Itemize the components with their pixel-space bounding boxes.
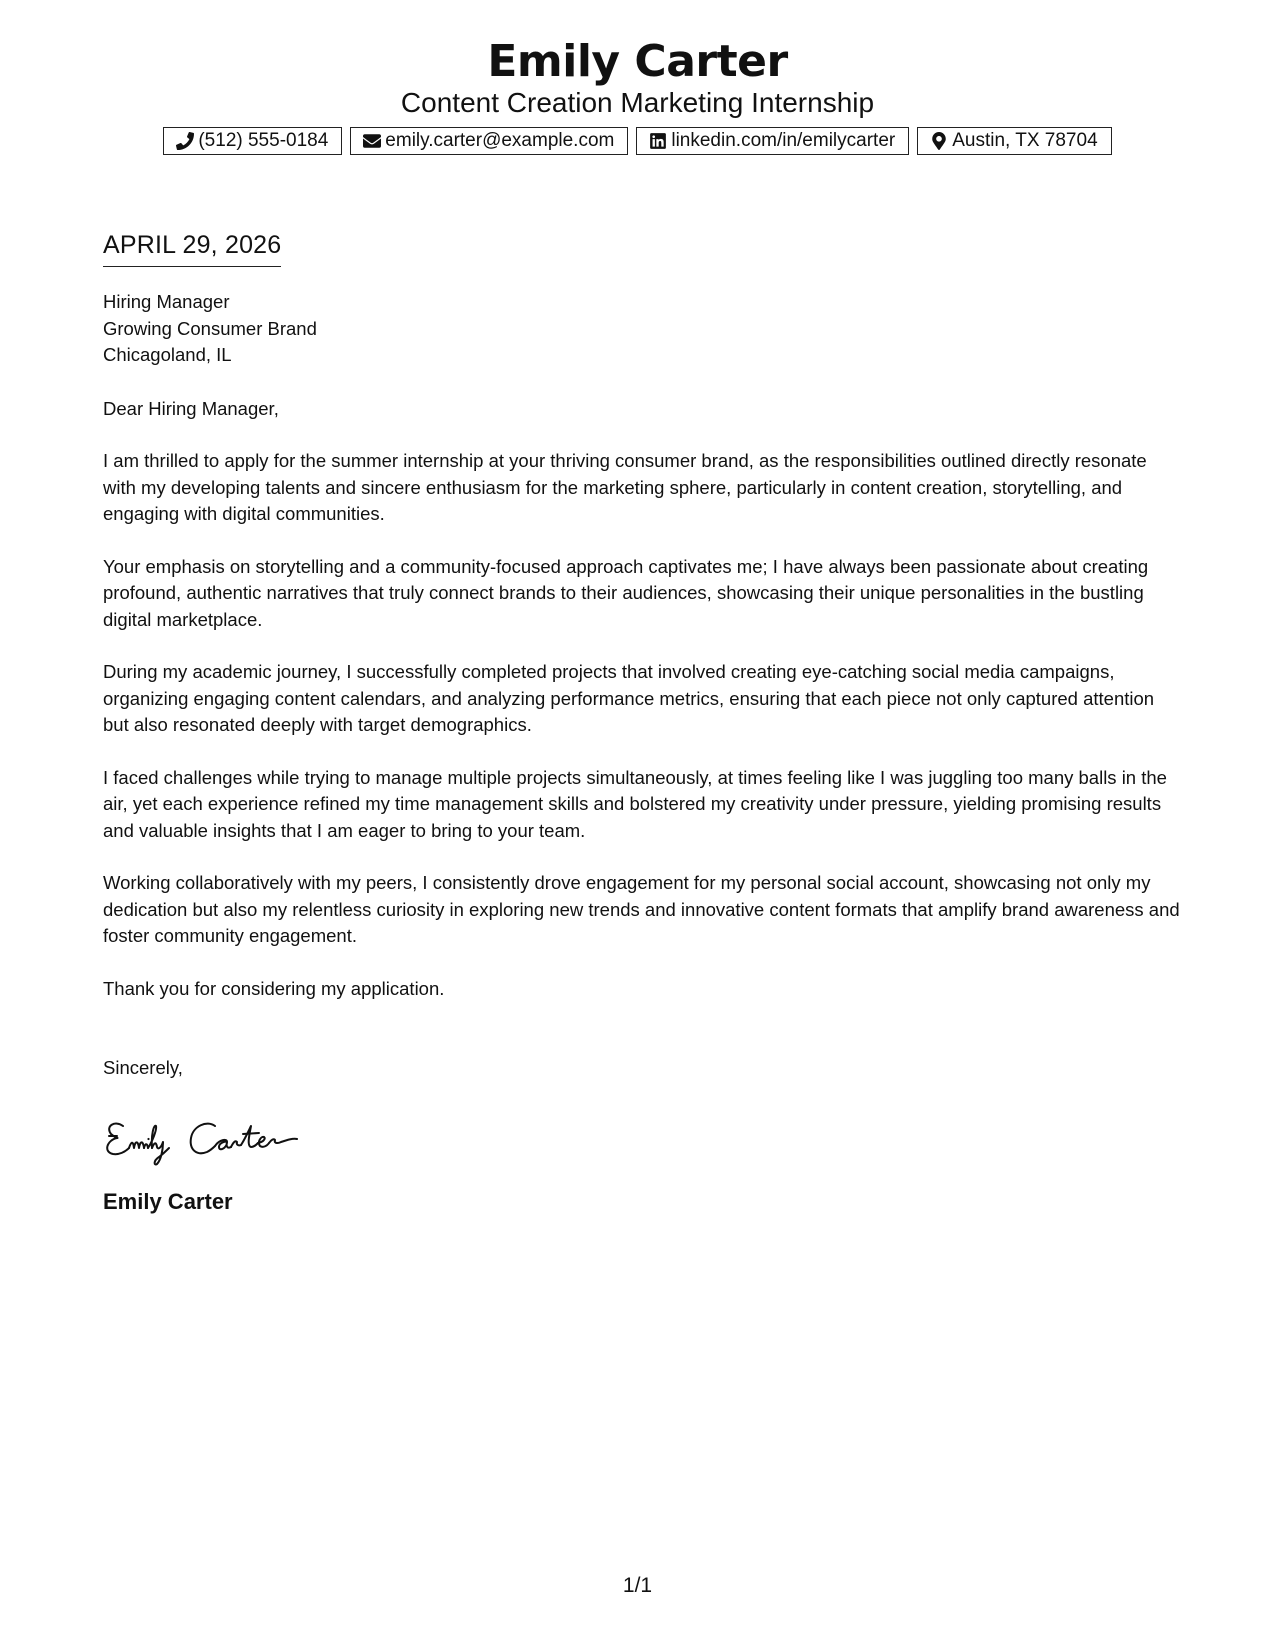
email-address: emily.carter@example.com <box>385 130 615 151</box>
phone-number: (512) 555-0184 <box>198 130 329 151</box>
linkedin-url: linkedin.com/in/emilycarter <box>671 130 896 151</box>
body-paragraph: I faced challenges while trying to manage multiple projects simultaneously, at times feeling like I was juggling too many balls in the air, yet each experience refined my time management skills and bolstered my creativity under pressure, yielding promising results and valuable insights that I am eager to bring to your team. <box>103 766 1167 841</box>
page-number: 1/1 <box>622 1574 653 1597</box>
complimentary-close: Sincerely, <box>103 1057 183 1078</box>
contact-location <box>917 127 1111 155</box>
map-marker-icon <box>930 132 948 150</box>
signed-name: Emily Carter <box>103 1188 233 1214</box>
body-paragraph: I am thrilled to apply for the summer internship at your thriving consumer brand, as the responsibilities outlined directly resonate with my developing talents and sincere enthusiasm for the marketing sphere, particularly in content creation, storytelling, and engaging with digital communities. <box>103 450 1147 524</box>
contact-email <box>350 127 628 155</box>
body-paragraph: During my academic journey, I successfully completed projects that involved creating eye-catching social media campaigns, organizing engaging content calendars, and analyzing performance metrics, ensuring that each piece not only captured attention but also resonated deeply with target demographics. <box>103 661 1155 735</box>
letter-date-block <box>103 230 281 267</box>
linkedin-icon <box>649 132 667 150</box>
letter-body <box>103 289 1183 1216</box>
letter-header <box>0 36 1275 118</box>
phone-icon <box>176 132 194 150</box>
letter-date: APRIL 29, 2026 <box>103 230 281 267</box>
target-position: Content Creation Marketing Internship <box>400 87 875 118</box>
contact-bar <box>0 127 1275 155</box>
location-text: Austin, TX 78704 <box>952 130 1098 151</box>
handwritten-signature <box>103 1112 1183 1168</box>
contact-phone <box>163 127 342 155</box>
recipient-location: Chicagoland, IL <box>103 344 232 365</box>
recipient-title: Hiring Manager <box>103 291 230 312</box>
recipient-company: Growing Consumer Brand <box>103 317 317 339</box>
body-paragraph: Thank you for considering my application. <box>103 977 445 999</box>
body-paragraph: Your emphasis on storytelling and a community-focused approach captivates me; I have always been passionate about creating profound, authentic narratives that truly connect brands to their audiences, showcasing their unique personalities in the bustling digital marketplace. <box>103 555 1149 630</box>
envelope-icon <box>363 132 381 150</box>
recipient-block <box>103 289 1183 369</box>
salutation: Dear Hiring Manager, <box>103 397 279 419</box>
applicant-name: Emily Carter <box>487 36 788 87</box>
contact-linkedin <box>636 127 909 155</box>
body-paragraph: Working collaboratively with my peers, I consistently drove engagement for my personal social account, showcasing not only my dedication but also my relentless curiosity in exploring new trends and innovative content formats that amplify brand awareness and foster community engagement. <box>103 872 1180 946</box>
